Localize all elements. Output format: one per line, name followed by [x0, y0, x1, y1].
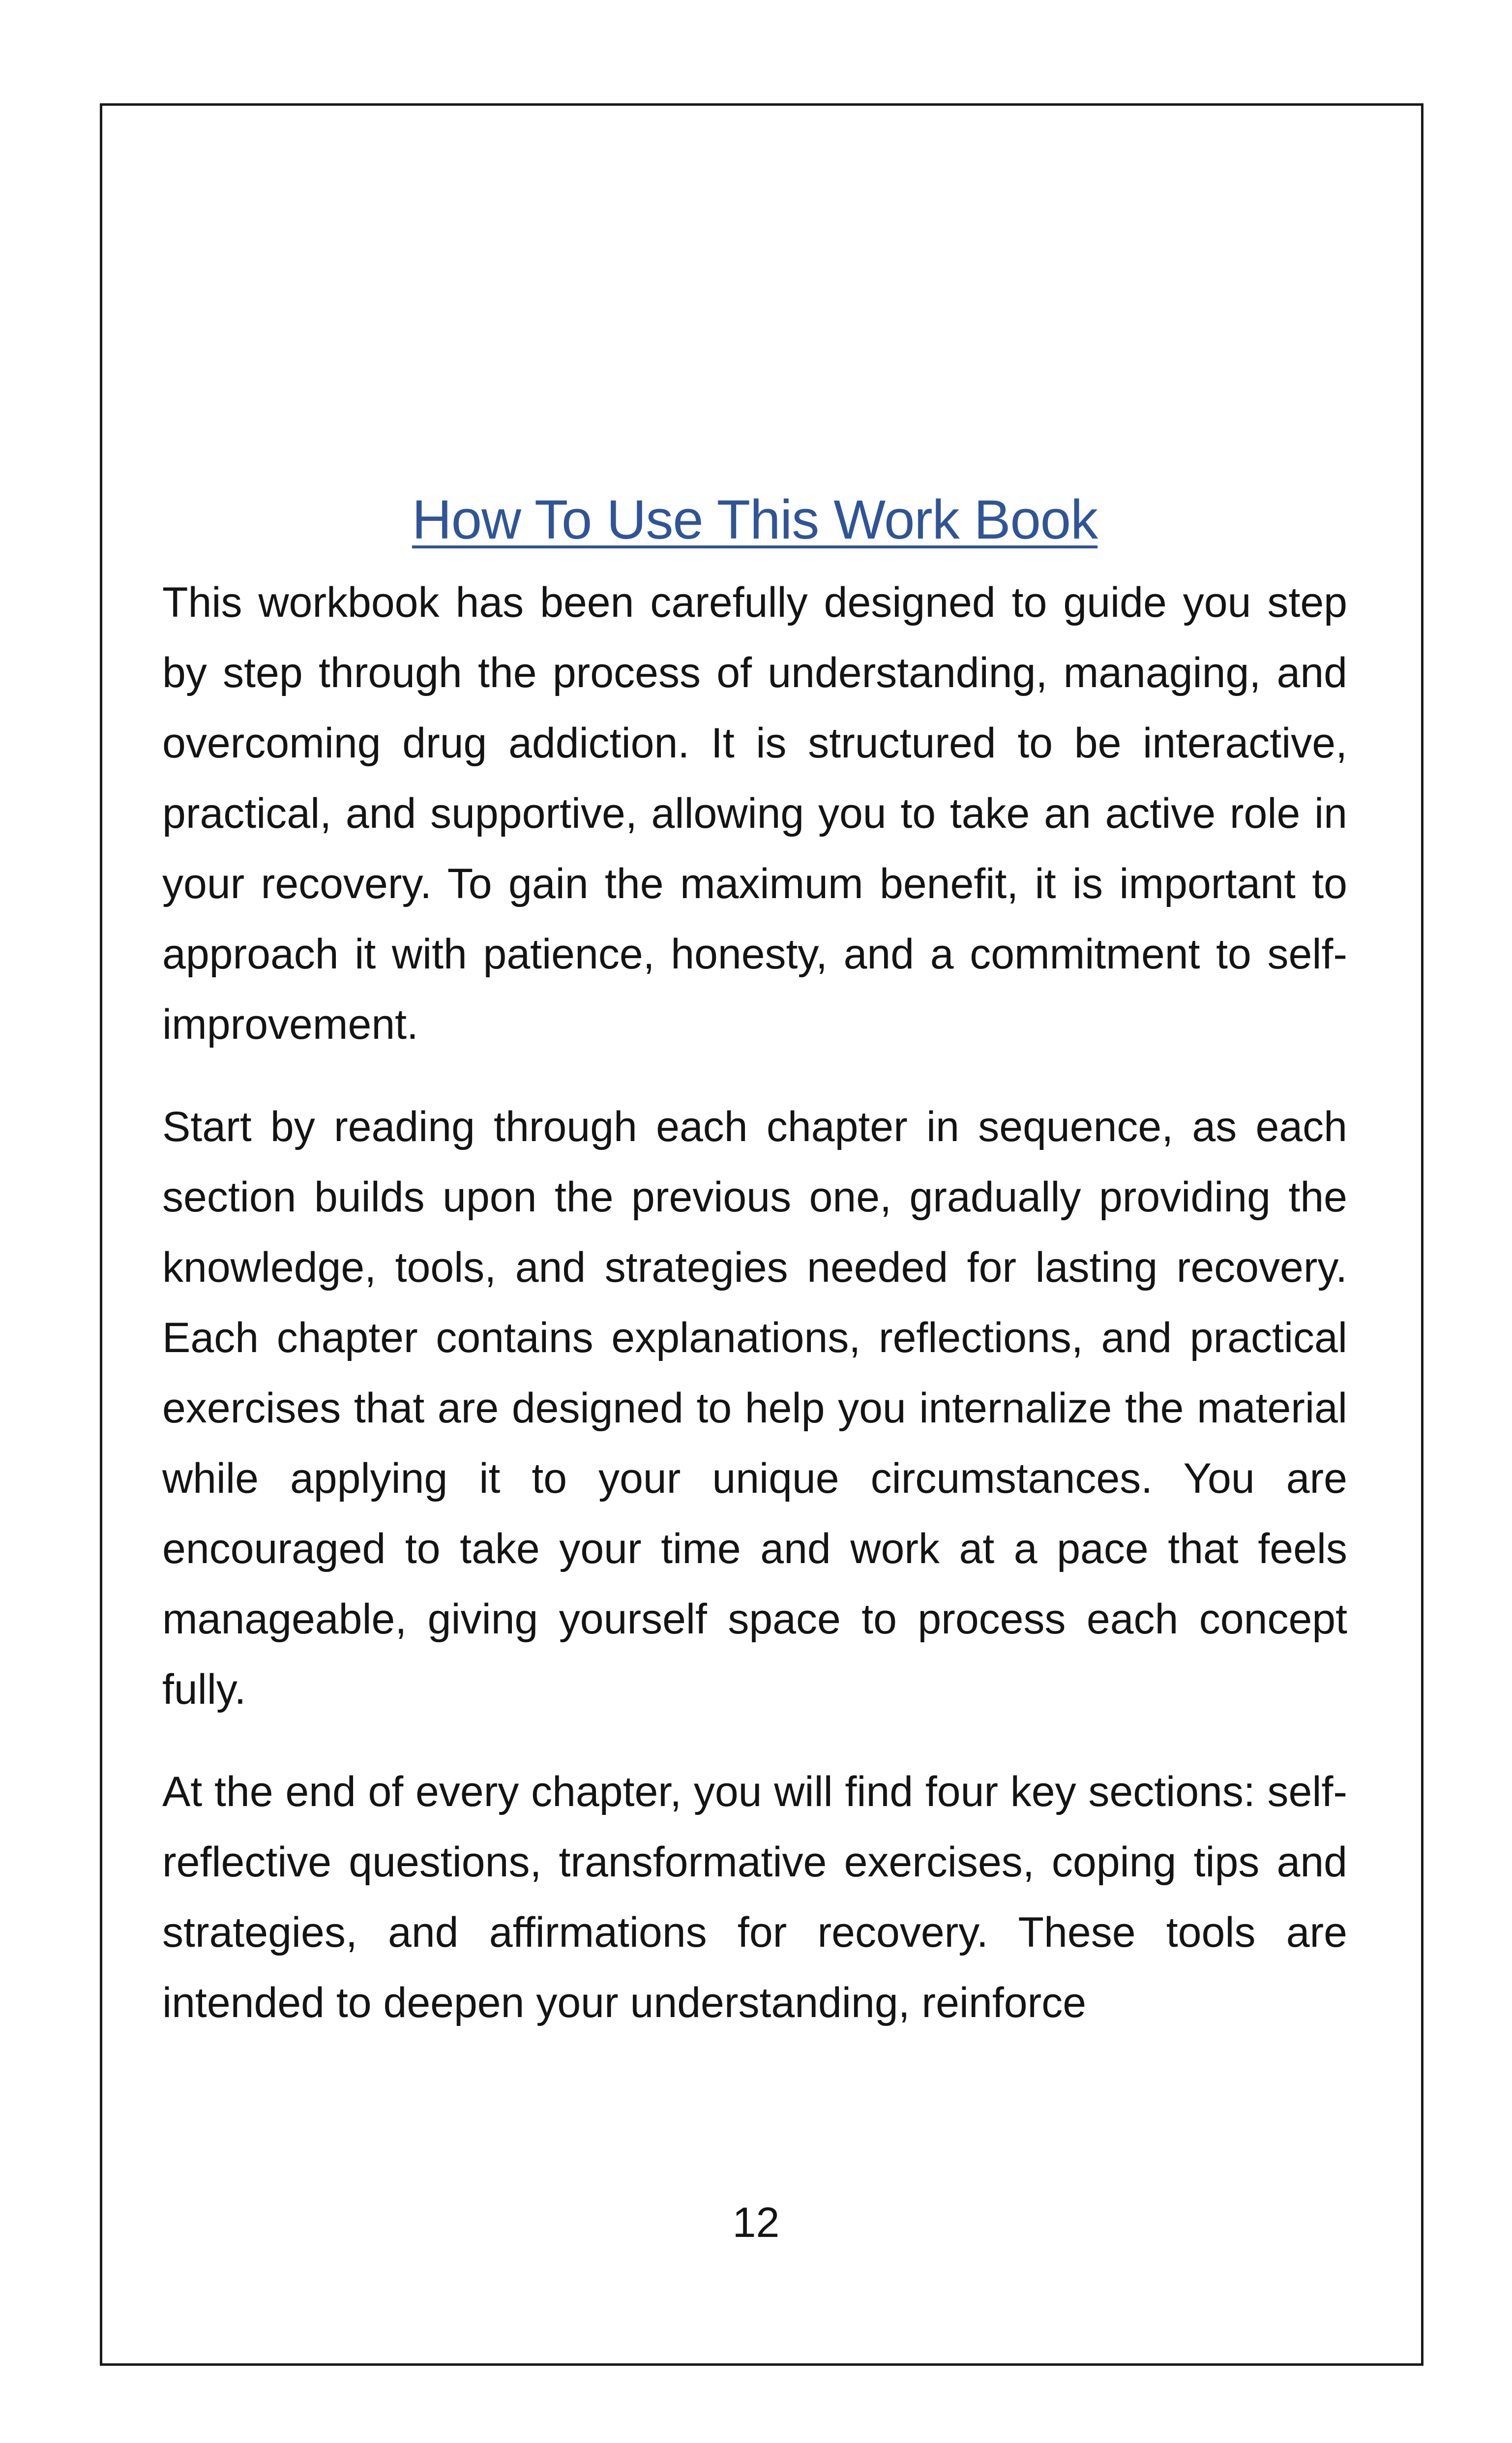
section-title: How To Use This Work Book [412, 489, 1098, 550]
page-content [162, 487, 1347, 2070]
paragraph: At the end of every chapter, you will find four key sections: self-reflective questions, transformative exercises, coping tips and strategies, and affirmations for recovery. These tools are intended to deepen your understanding, reinforce [162, 1768, 1347, 2027]
page-number: 12 [732, 2199, 780, 2246]
paragraph: Start by reading through each chapter in sequence, as each section builds upon the previous one, gradually providing the knowledge, tools, and strategies needed for lasting recovery. Each chapter contains explanations, reflections, and practical exercises that are designed to help you internalize the material while applying it to your unique circumstances. You are encouraged to take your time and work at a pace that feels manageable, giving yourself space to process each concept fully. [162, 1103, 1347, 1714]
paragraph: This workbook has been carefully designed to guide you step by step through the process of understanding, managing, and overcoming drug addiction. It is structured to be interactive, practical, and supportive, allowing you to take an active role in your recovery. To gain the maximum benefit, it is important to approach it with patience, honesty, and a commitment to self-improvement. [162, 579, 1347, 1049]
